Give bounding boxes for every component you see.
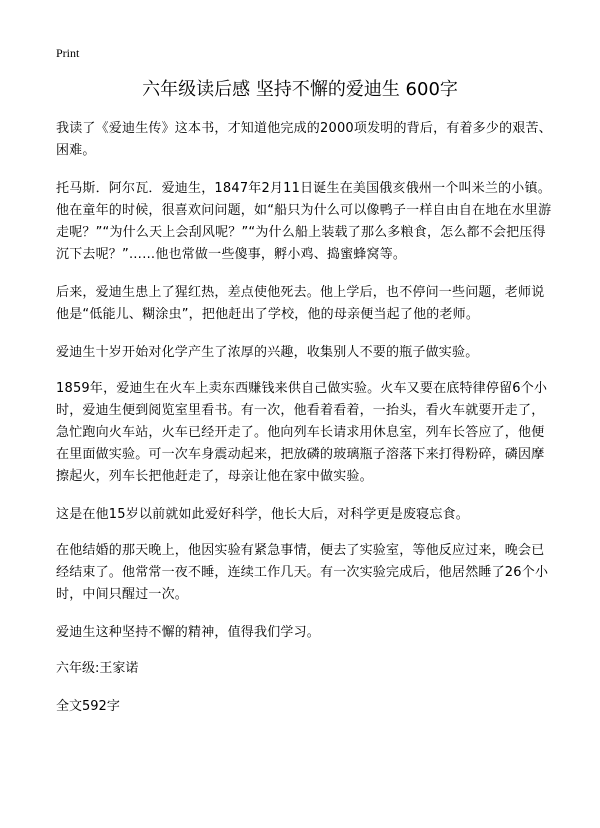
article-body [56,118,552,718]
paragraph: 1859年，爱迪生在火车上卖东西赚钱来供自己做实验。火车又要在底特律停留6个小时，爱迪生便到阅览室里看书。有一次，他看着看着，一抬头，看火车就要开走了，急忙跑向火车站，火车已经开走了。他向列车长请求用休息室，列车长答应了，他便在里面做实验。可一次车身震动起来，把放磷的玻璃瓶子溶落下来打得粉碎，磷因摩擦起火，列车长把他赶走了，母亲让他在家中做实验。 [56,381,548,484]
paragraph: 这是在他15岁以前就如此爱好科学，他长大后，对科学更是废寝忘食。 [56,507,469,522]
article-title: 六年级读后感 坚持不懈的爱迪生 600字 [142,79,458,100]
print-link[interactable]: Print [56,46,80,60]
paragraph: 托马斯．阿尔瓦．爱迪生，1847年2月11日诞生在美国俄亥俄州一个叫米兰的小镇。他在童年的时候，很喜欢问问题，如“船只为什么可以像鸭子一样自由自在地在水里游走呢？”“为什么天上会刮风呢？”“为什么船上装载了那么多粮食，怎么都不会把压得沉下去呢？”……他也常做一些傻事，孵小鸡、捣蜜蜂窝等。 [56,181,552,262]
paragraph: 我读了《爱迪生传》这本书，才知道他完成的2000项发明的背后，有着多少的艰苦、困难。 [56,121,552,158]
paragraph: 爱迪生这种坚持不懈的精神，值得我们学习。 [56,625,321,640]
author-line: 六年级:王家诺 [56,661,139,676]
paragraph: 在他结婚的那天晚上，他因实验有紧急事情，便去了实验室，等他反应过来，晚会已经结束了。他常常一夜不睡，连续工作几天。有一次实验完成后，他居然睡了26个小时，中间只醒过一次。 [56,543,549,602]
word-count: 全文592字 [56,699,120,714]
paragraph: 后来，爱迪生患上了猩红热，差点使他死去。他上学后，也不停问一些问题，老师说他是“低能儿、糊涂虫”，把他赶出了学校，他的母亲便当起了他的老师。 [56,285,545,322]
paragraph: 爱迪生十岁开始对化学产生了浓厚的兴趣，收集别人不要的瓶子做实验。 [56,345,479,360]
